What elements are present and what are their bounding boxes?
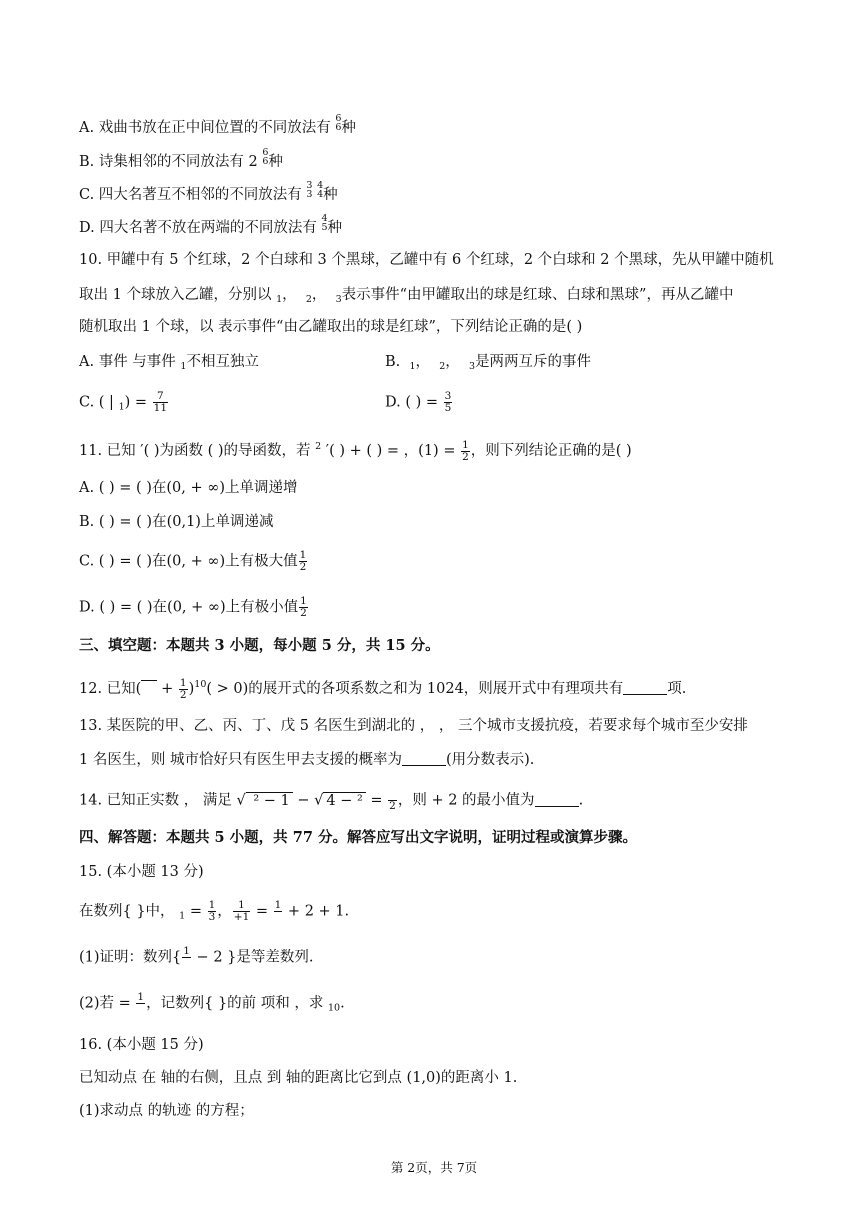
q10-stem-line3: 随机取出 1 个球，以 表示事件“由乙罐取出的球是红球”，下列结论正确的是( )	[79, 319, 583, 335]
q10-option-b: B. $_1$， $_2$， $_3$是两两互斥的事件	[385, 354, 592, 372]
q9-option-b: B. 诗集相邻的不同放法有 2 6 6 种	[79, 147, 283, 170]
q11-option-c: C. ( ) = ( )在(0, + ∞)上有极大值 $\frac{1}{2}$	[79, 549, 307, 573]
q12-answer-blank[interactable]	[623, 680, 667, 695]
q11-stem: 11. 已知 ′( )为函数 ( )的导函数，若 $^2$ ′( ) + ( ) = ，(1) = $\frac{1}{2}$ ，则下列结论正确的是( )	[79, 438, 632, 463]
q12-stem: 12. 已知( + $\frac{1}{2}$ )$^{10}$( > 0)的展开式的各项系数之和为 1024，则展开式中有理项共有 项.	[79, 676, 687, 701]
q9-option-a-text: A. 戏曲书放在正中间位置的不同放法有	[79, 120, 336, 136]
q16-stem: 已知动点 在 轴的右侧，且点 到 轴的距离比它到点 (1,0)的距离小 1.	[79, 1070, 518, 1086]
q10-stem-line2: 取出 1 个球放入乙罐，分别以 $_1$， $_2$， $_3$表示事件“由甲罐取出的球是红球、白球和黑球”，再从乙罐中	[79, 287, 734, 305]
q16-title: 16. (本小题 15 分)	[79, 1037, 204, 1053]
page-footer: 第 2页，共 7页	[390, 1160, 478, 1175]
q14-answer-blank[interactable]	[535, 792, 579, 807]
q9-option-d: D. 四大名著不放在两端的不同放法有 4 5 种	[79, 213, 342, 236]
section-3-heading: 三、填空题：本题共 3 小题，每小题 5 分，共 15 分。	[79, 637, 440, 654]
q16-part1: (1)求动点 的轨迹 的方程；	[79, 1103, 254, 1119]
section-4-heading: 四、解答题：本题共 5 小题，共 77 分。解答应写出文字说明，证明过程或演算步骤。	[79, 829, 637, 846]
q10-option-c: C. ( | $_1$) = $\frac{7}{11}$	[79, 390, 168, 414]
q10-option-a: A. 事件 与事件 $_1$不相互独立	[79, 354, 259, 372]
q15-part2: (2)若 = 1 ，记数列{ }的前 项和 ，求 $_{10}$.	[79, 991, 345, 1014]
q13-stem-line2: 1 名医生，则 城市恰好只有医生甲去支援的概率为 (用分数表示).	[79, 752, 535, 768]
q13-answer-blank[interactable]	[402, 751, 446, 766]
q15-part1: (1)证明：数列{ 1 − 2 }是等差数列.	[79, 945, 314, 966]
q11-option-a: A. ( ) = ( )在(0, + ∞)上单调递增	[79, 480, 298, 496]
q13-stem-line1: 13. 某医院的甲、乙、丙、丁、戊 5 名医生到湖北的 ， ， 三个城市支援抗疫，若要求每个城市至少安排	[79, 718, 748, 734]
q15-title: 15. (本小题 13 分)	[79, 864, 204, 880]
q10-option-d: D. ( ) = $\frac{3}{5}$	[385, 390, 452, 414]
q11-option-d: D. ( ) = ( )在(0, + ∞)上有极小值 $\frac{1}{2}$	[79, 595, 307, 619]
q11-option-b: B. ( ) = ( )在(0,1)上单调递减	[79, 514, 274, 530]
q9-option-c: C. 四大名著互不相邻的不同放法有 3 3 4 4 种	[79, 180, 338, 203]
q14-stem: 14. 已知正实数 ， 满足 √ ² − 1 − √ 4 − ² = 2 ，则 + 2 的最小值为 .	[79, 789, 583, 812]
q15-stem: 在数列{ }中， $_1$ = $\frac{1}{3}$ ， $\frac{1}{+1}$ = 1 + 2 + 1.	[79, 899, 350, 923]
q9-option-a: A. 戏曲书放在正中间位置的不同放法有 6 6 种	[79, 113, 356, 136]
q10-stem-line1: 10. 甲罐中有 5 个红球，2 个白球和 3 个黑球，乙罐中有 6 个红球，2 个白球和 2 个黑球，先从甲罐中随机	[79, 252, 774, 268]
